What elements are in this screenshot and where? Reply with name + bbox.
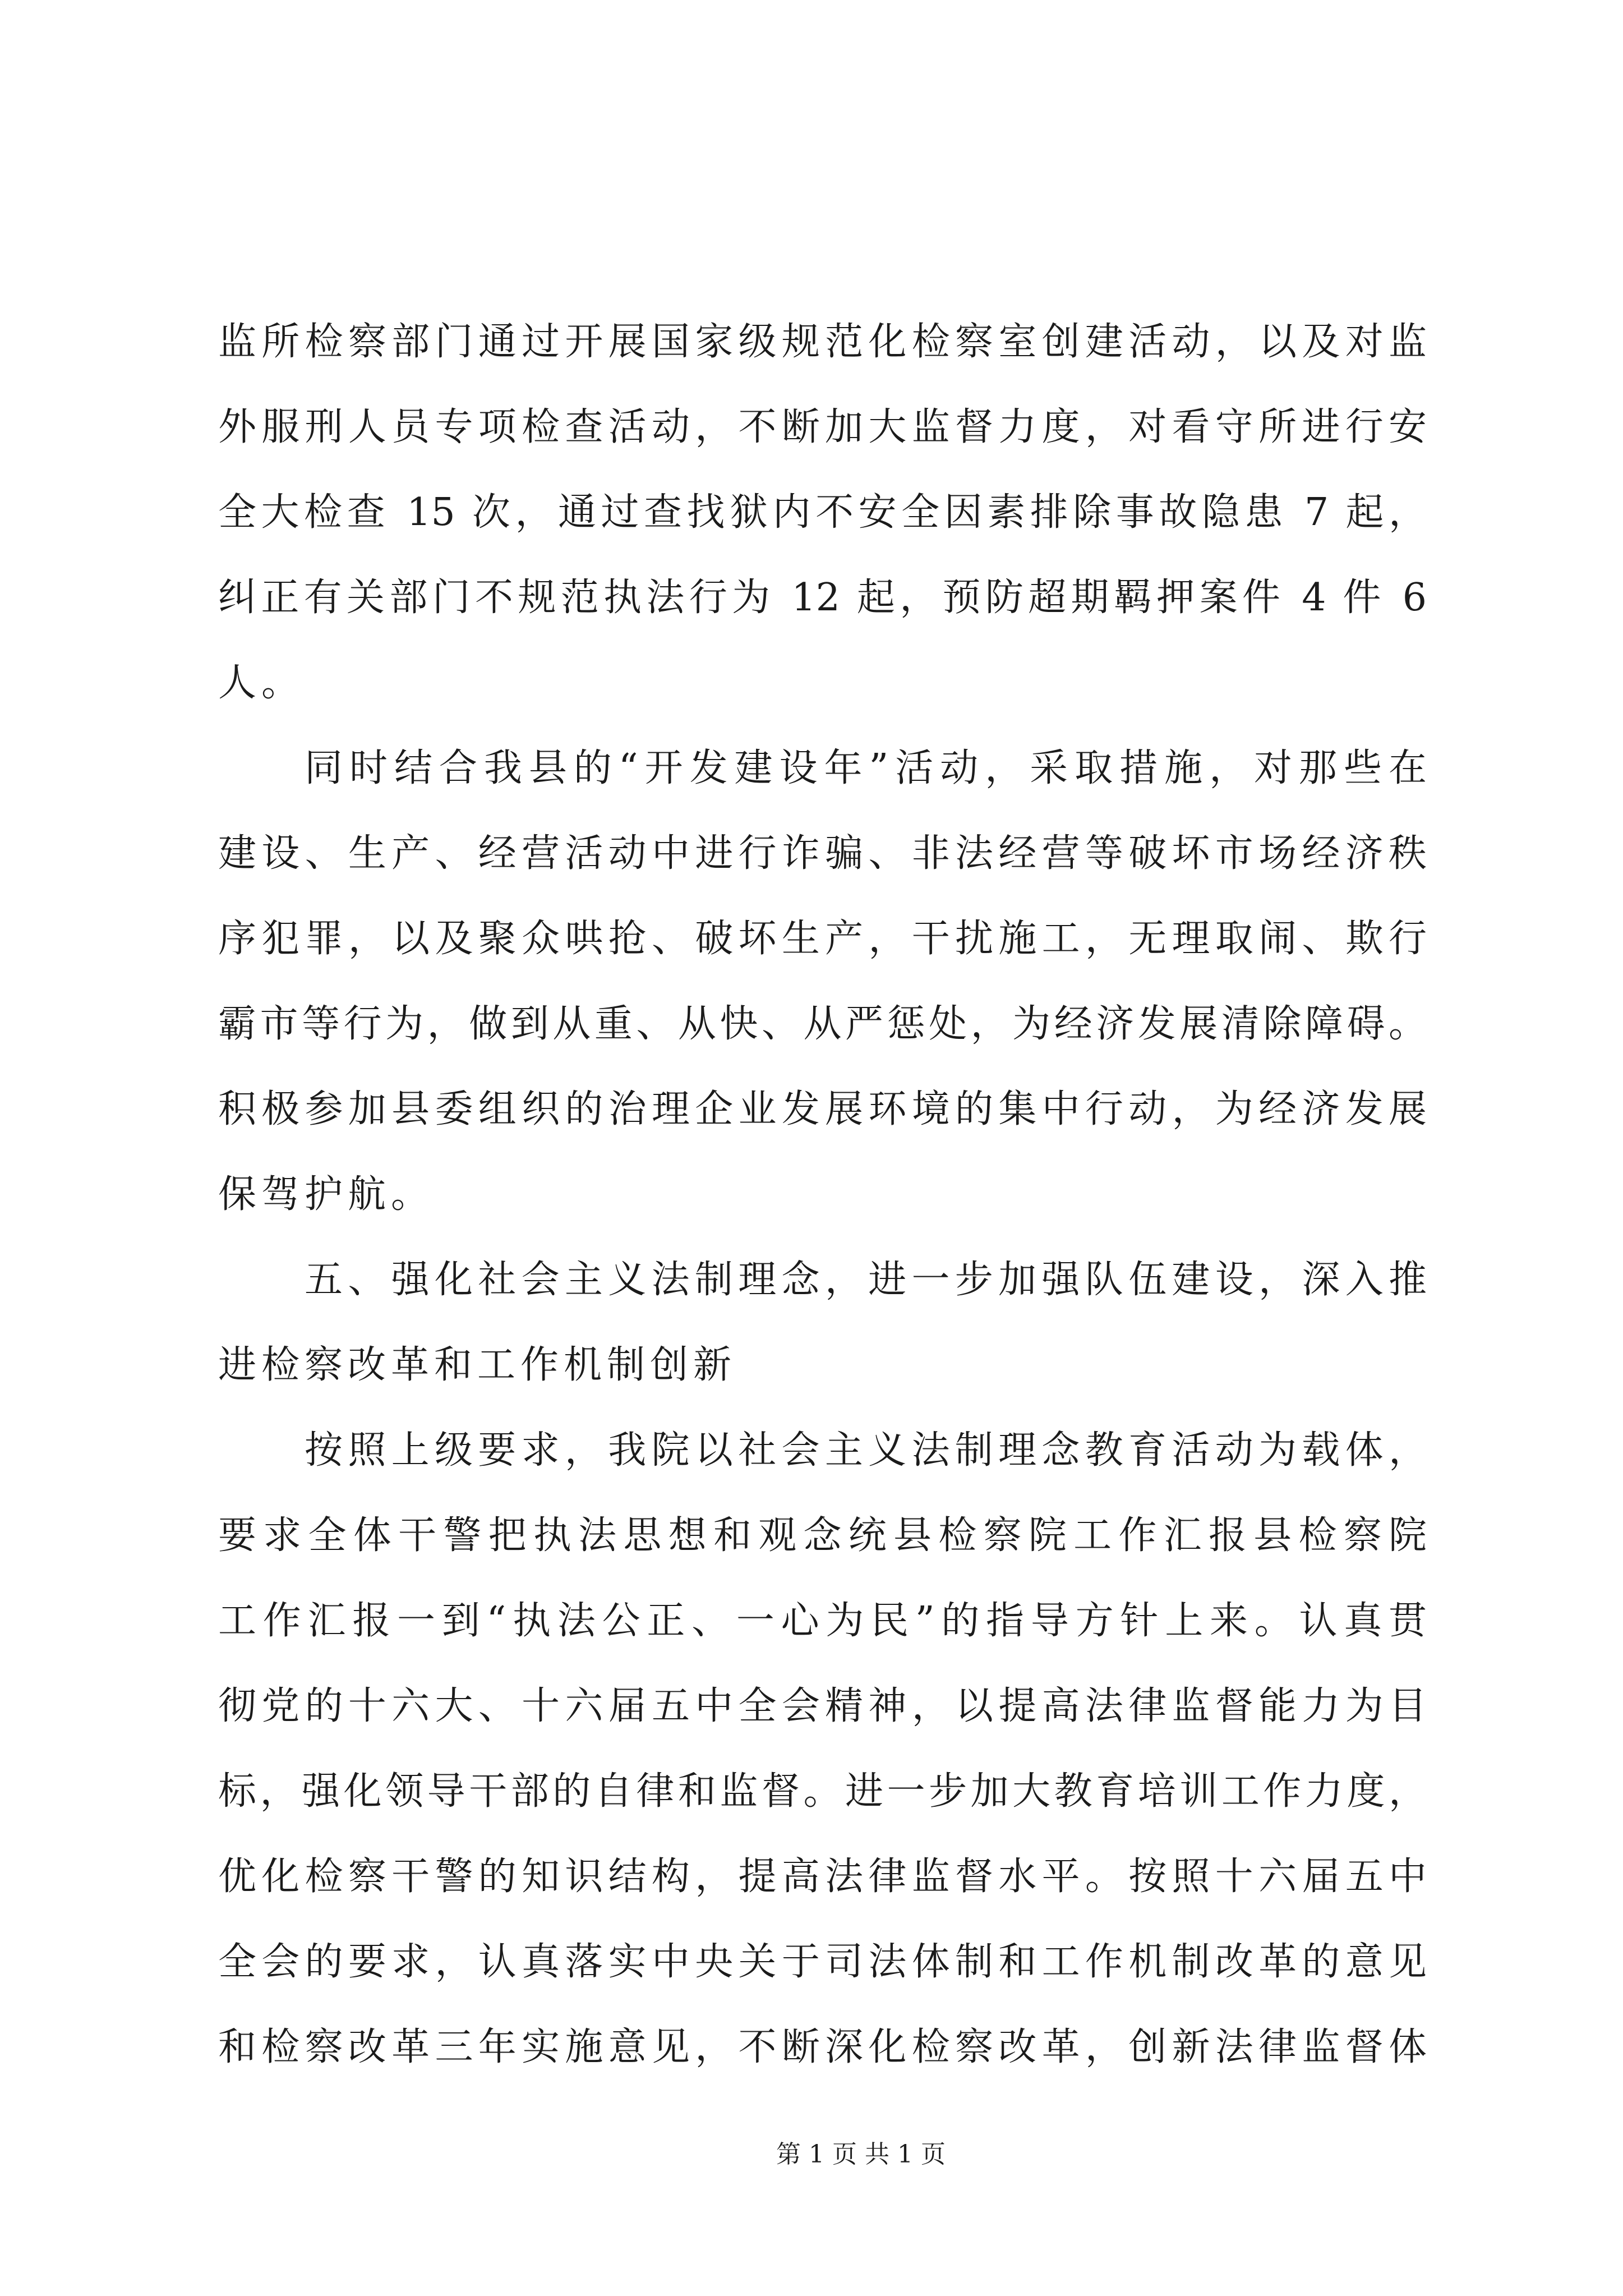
document-body: [218, 300, 1427, 2090]
text-line: 积极参加县委组织的治理企业发展环境的集中行动，为经济发展: [218, 1087, 1427, 1131]
text-line: 霸市等行为，做到从重、从快、从严惩处，为经济发展清除障碍。: [218, 1002, 1427, 1046]
text-line: 同时结合我县的“开发建设年”活动，采取措施，对那些在: [305, 746, 1427, 790]
paragraph-1: [218, 300, 1427, 726]
text-line: 全会的要求，认真落实中央关于司法体制和工作机制改革的意见: [218, 1940, 1427, 1984]
text-line: 标，强化领导干部的自律和监督。进一步加大教育培训工作力度，: [218, 1769, 1427, 1814]
text-line: 全大检查 15 次，通过查找狱内不安全因素排除事故隐患 7 起，: [218, 490, 1427, 535]
paragraph-3: [218, 1408, 1427, 2090]
text-line: 优化检察干警的知识结构，提高法律监督水平。按照十六届五中: [218, 1855, 1427, 1899]
text-line: 要求全体干警把执法思想和观念统县检察院工作汇报县检察院: [218, 1513, 1427, 1558]
text-line: 彻党的十六大、十六届五中全会精神，以提高法律监督能力为目: [218, 1684, 1427, 1728]
text-line: 建设、生产、经营活动中进行诈骗、非法经营等破坏市场经济秩: [218, 831, 1427, 876]
text-line: 和检察改革三年实施意见，不断深化检察改革，创新法律监督体: [218, 2025, 1427, 2069]
paragraph-2: [218, 726, 1427, 1237]
text-line: 按照上级要求，我院以社会主义法制理念教育活动为载体，: [305, 1428, 1427, 1473]
text-line: 纠正有关部门不规范执法行为 12 起，预防超期羁押案件 4 件 6: [218, 576, 1427, 620]
text-line: 外服刑人员专项检查活动，不断加大监督力度，对看守所进行安: [218, 405, 1427, 449]
text-line: 工作汇报一到“执法公正、一心为民”的指导方针上来。认真贯: [218, 1599, 1427, 1643]
section-heading: [218, 1237, 1427, 1408]
text-line: 序犯罪，以及聚众哄抢、破坏生产，干扰施工，无理取闹、欺行: [218, 917, 1427, 961]
text-line: 监所检察部门通过开展国家级规范化检察室创建活动，以及对监: [218, 320, 1427, 364]
heading-line: 五、强化社会主义法制理念，进一步加强队伍建设，深入推: [305, 1258, 1427, 1302]
text-line: 保驾护航。: [218, 1172, 435, 1217]
text-line: 人。: [218, 661, 305, 705]
heading-line: 进检察改革和工作机制创新: [218, 1343, 737, 1387]
page-number-footer: 第 1 页 共 1 页: [776, 2140, 946, 2169]
